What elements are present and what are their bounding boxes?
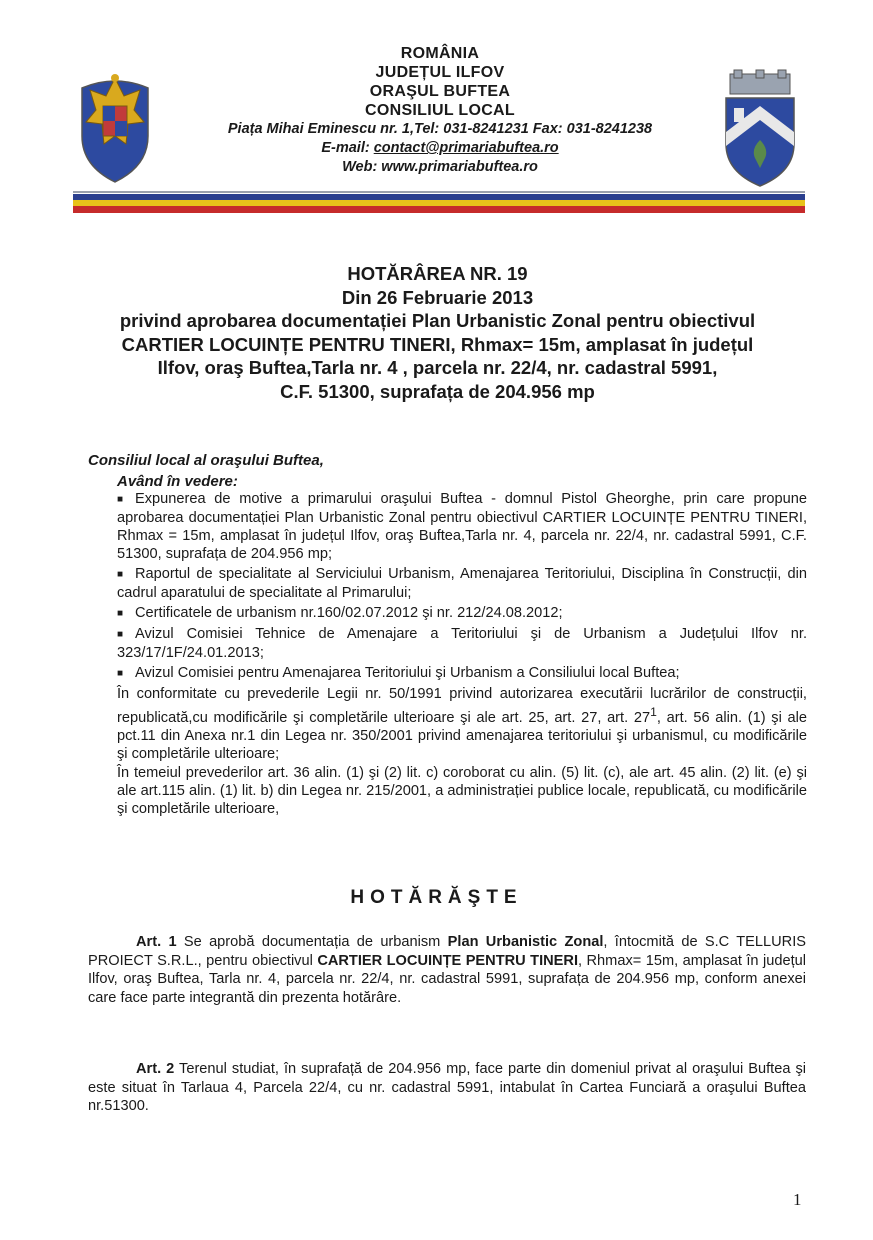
article-1: Art. 1 Se aprobă documentația de urbanism Plan Urbanistic Zonal, întocmită de S.C TELLURIS PROIECT S.R.L., pentru obiectivul CARTIER LOCUINȚE PENTRU TINERI, Rhmax= 15m, amplasat în județul Ilfov, oraş Buftea, Tarla nr. 4, parcela nr. 22/4, nr. cadastral 5991, suprafața de 204.956 mp, conform anexei care face parte integrantă din prezenta hotărâre. <box>88 934 807 1006</box>
email-label: E-mail: <box>321 140 370 156</box>
buftea-coat-of-arms-icon <box>720 68 800 190</box>
letterhead <box>150 44 730 177</box>
article-1-label: Art. 1 <box>136 934 177 950</box>
decision-subject-2: CARTIER LOCUINȚE PENTRU TINERI, Rhmax= 15m, amplasat în județul <box>121 333 754 355</box>
header-rule <box>73 191 805 193</box>
decision-subject-1: privind aprobarea documentației Plan Urbanistic Zonal pentru obiectivul <box>119 310 756 331</box>
email-link[interactable]: contact@primariabuftea.ro <box>373 140 559 156</box>
legal-basis-paragraph: În conformitate cu prevederile Legii nr. 50/1991 privind autorizarea executării lucrărilor de construcții, republicată,cu modificările şi completările ulterioare şi ale art. 25, art. 27, art. $27^1$, art. 56 alin. (1) şi ale pct.11 din Anexa nr.1 din Legea nr. 350/2001 privind amenajarea teritoriului şi urbanismul, cu modificările şi completările ulterioare; <box>117 686 807 762</box>
decision-title <box>60 262 815 403</box>
legal-grounds-paragraph: În temeiul prevederilor art. 36 alin. (1) şi (2) lit. c) coroborat cu alin. (5) lit. (c), ale art. 45 alin. (2) lit. (e) şi ale art.115 alin. (1) lit. b) din Legea nr. 215/2001, a administrației publice locale, republicată, cu modificările şi completările ulterioare, <box>117 764 807 817</box>
considerations-list <box>117 490 807 819</box>
article-2: Art. 2 Terenul studiat, în suprafață de 204.956 mp, face parte din domeniul privat al oraşului Buftea şi este situat în Tarlaua 4, Parcela 22/4, cu nr. cadastral 5991, intabulat în Cartea Funciară a oraşului Buftea nr.51300. <box>88 1061 806 1114</box>
list-item: ■ Expunerea de motive a primarului oraşului Buftea - domnul Pistol Gheorghe, prin care propune aprobarea documentației Plan Urbanistic Zonal pentru obiectivul CARTIER LOCUINȚE PENTRU TINERI, Rhmax = 15m, amplasat în județul Ilfov, oraş Buftea,Tarla nr. 4, parcela nr. 22/4, nr. cadastral 5991, C.F. 51300, suprafața de 204.956 mp; <box>117 491 807 562</box>
having-in-view: Având în vedere: <box>117 473 238 490</box>
article-2-label: Art. 2 <box>136 1061 175 1077</box>
list-item: ■ Certificatele de urbanism nr.160/02.07.2012 şi nr. 212/24.08.2012; <box>117 605 563 621</box>
town-name: ORAŞUL BUFTEA <box>369 83 511 100</box>
list-item: ■ Avizul Comisiei pentru Amenajarea Teritoriului şi Urbanism a Consiliului local Buftea; <box>117 665 680 681</box>
county-name: JUDEȚUL ILFOV <box>375 64 505 81</box>
decision-date: Din 26 Februarie 2013 <box>341 286 534 308</box>
romania-coat-of-arms-icon <box>76 66 154 186</box>
contact-web[interactable]: Web: www.primariabuftea.ro <box>342 159 538 175</box>
decision-subject-3: Ilfov, oraş Buftea,Tarla nr. 4 , parcela nr. 22/4, nr. cadastral 5991, <box>157 357 718 378</box>
council-intro: Consiliul local al oraşului Buftea, <box>88 452 324 469</box>
decides-heading: HOTĂRĂŞTE <box>350 887 523 908</box>
council-name: CONSILIUL LOCAL <box>365 102 515 119</box>
decision-subject-4: C.F. 51300, suprafața de 204.956 mp <box>280 380 595 402</box>
decision-number: HOTĂRÂREA NR. 19 <box>347 263 528 284</box>
list-item: ■ Avizul Comisiei Tehnice de Amenajare a Teritoriului şi de Urbanism a Județului Ilfov nr. 323/17/1F/24.01.2013; <box>117 626 807 661</box>
page-number: 1 <box>793 1190 802 1209</box>
country-name: ROMÂNIA <box>400 45 480 62</box>
contact-email-line <box>150 139 730 158</box>
list-item: ■ Raportul de specialitate al Serviciului Urbanism, Amenajarea Teritoriului, Disciplina în Construcții, din cadrul aparatului de specialitate al Primarului; <box>117 566 807 601</box>
contact-address: Piața Mihai Eminescu nr. 1,Tel: 031-8241231 Fax: 031-8241238 <box>227 121 653 137</box>
tricolor-red <box>73 206 805 213</box>
